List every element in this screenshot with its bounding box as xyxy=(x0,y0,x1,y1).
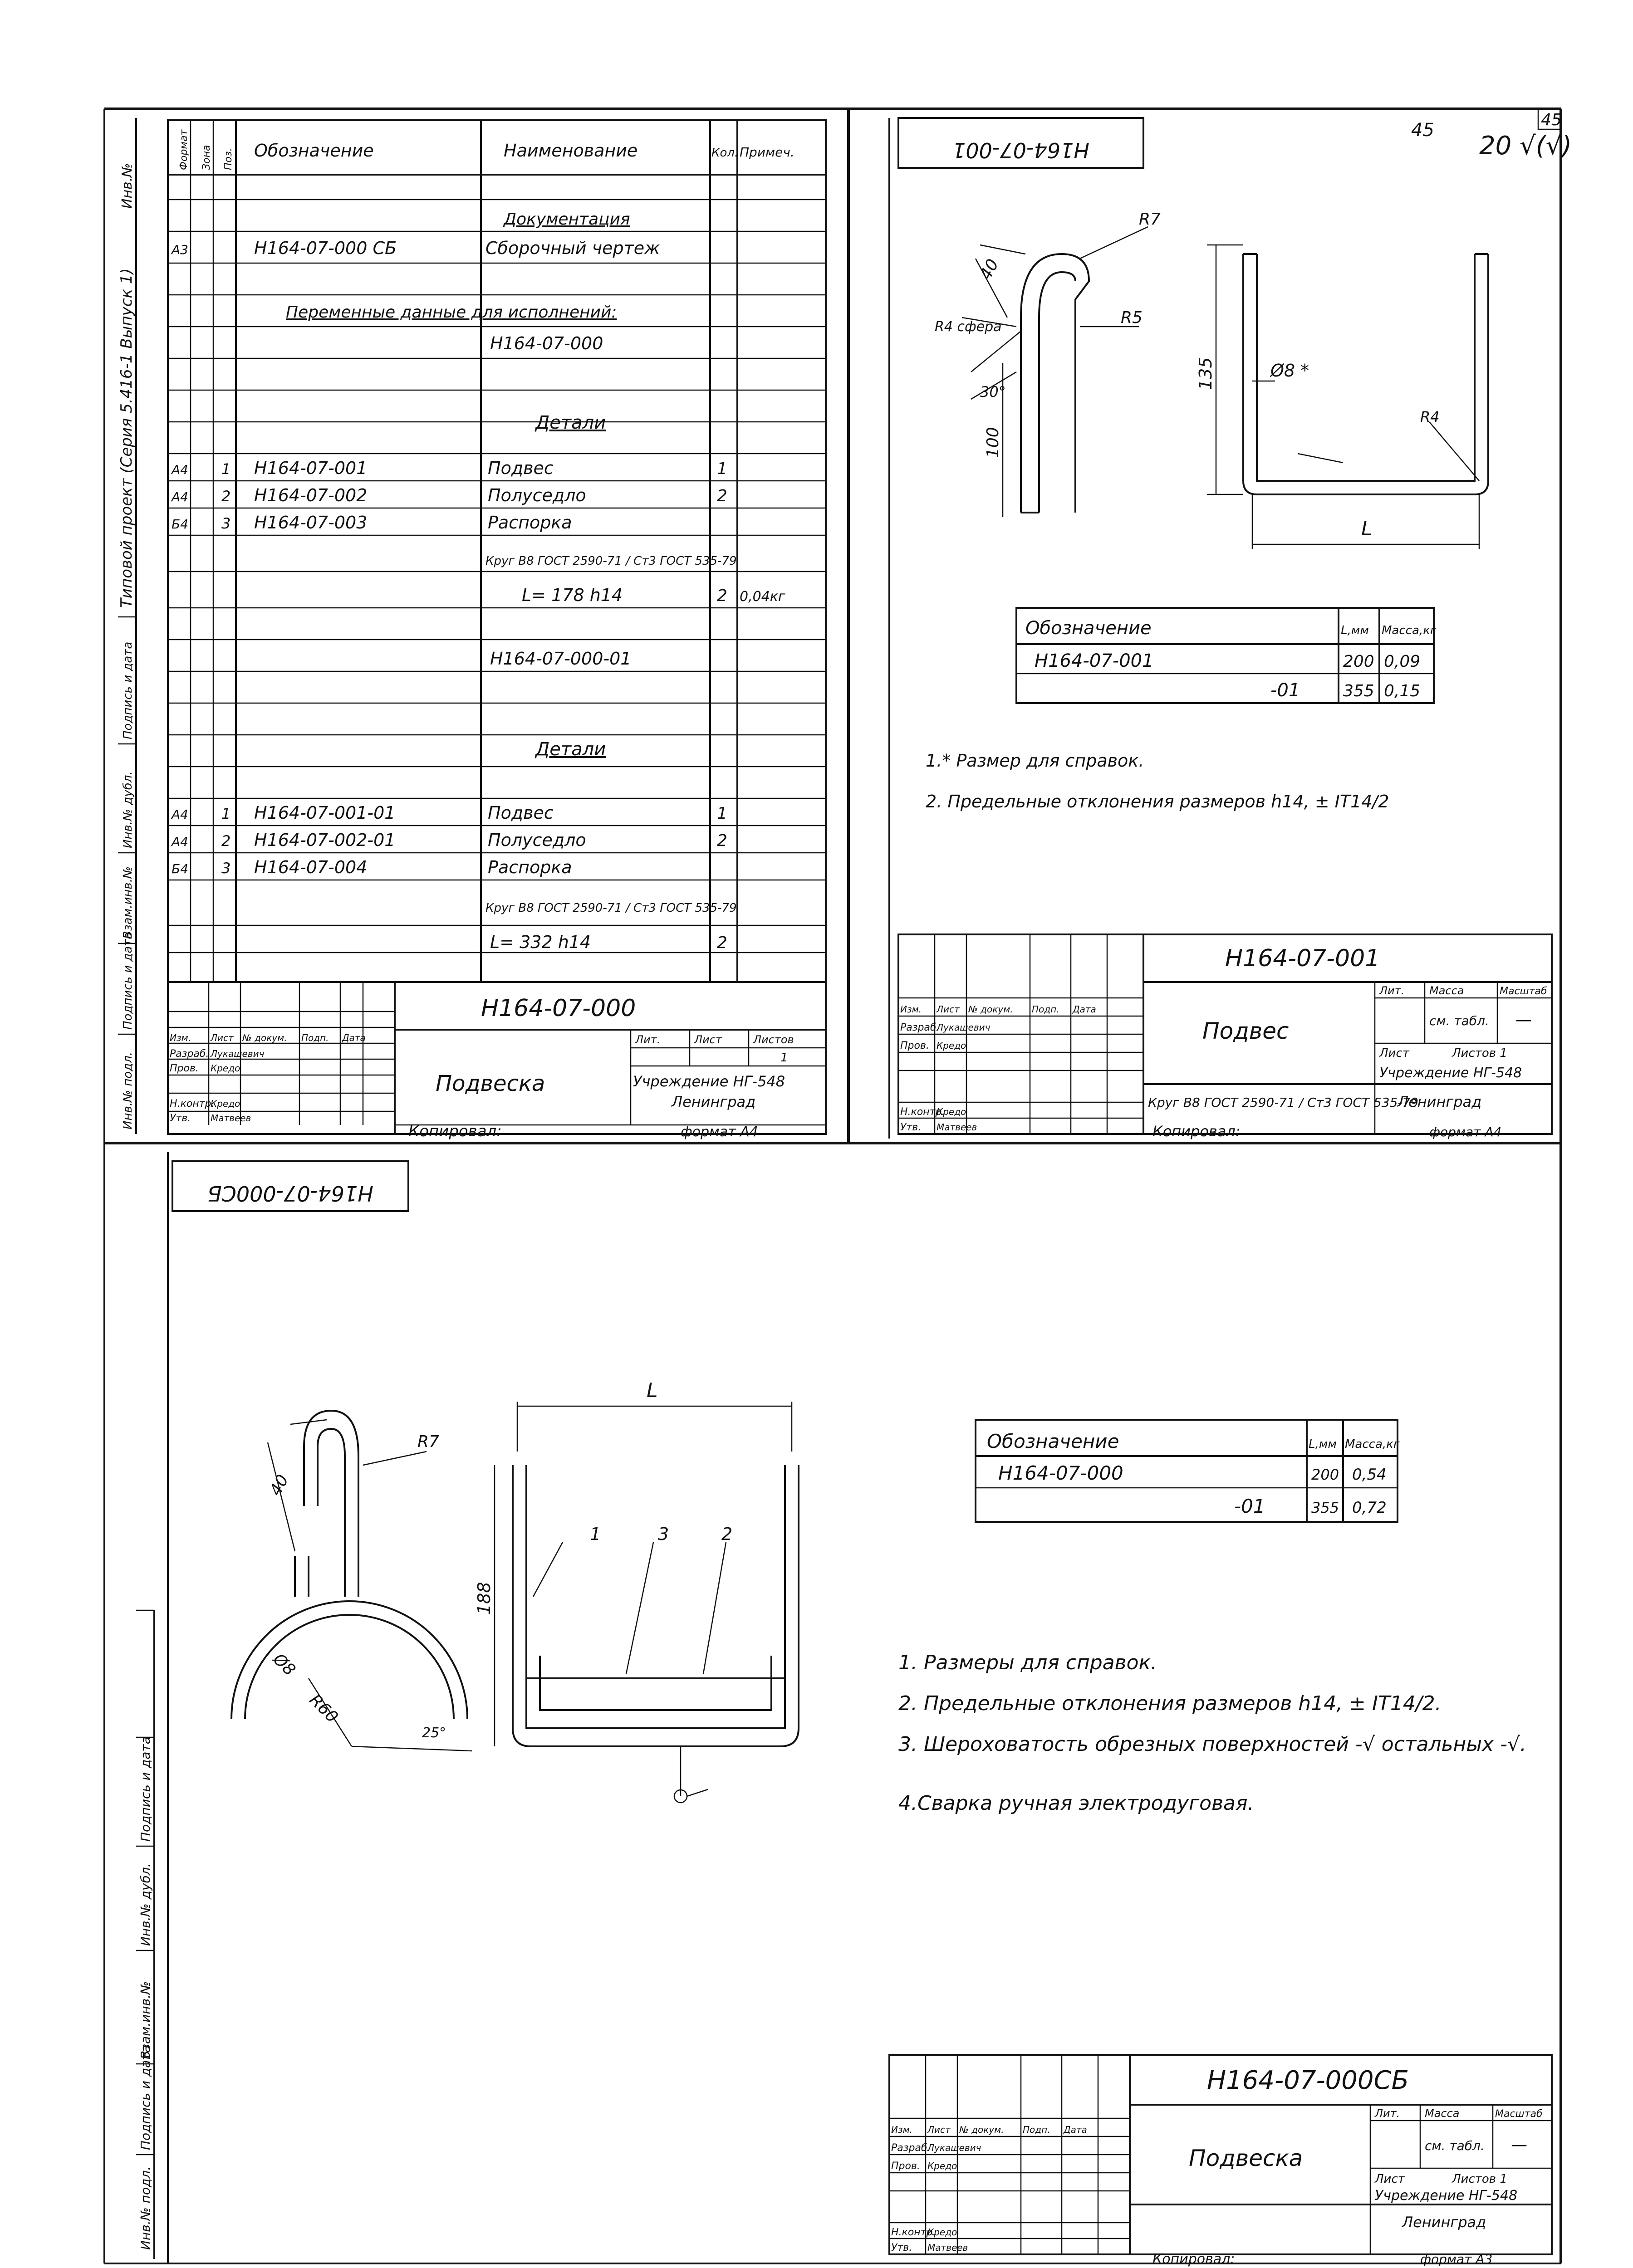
spec-col-note: Примеч. xyxy=(740,145,794,160)
spec-col-format: Формат xyxy=(178,129,190,170)
detail-tb-role: Лист xyxy=(937,1004,960,1015)
detail-sheet-mark: 45 xyxy=(1411,120,1434,141)
assembly-variant-table xyxy=(976,1420,1400,1522)
spec-tb-role: Дата xyxy=(342,1032,366,1043)
detail-dim-135: 135 xyxy=(1196,357,1216,390)
spec-row-designation: Н164-07-004 xyxy=(254,857,368,877)
assembly-tb-signer-role: Пров. xyxy=(891,2160,920,2172)
assembly-tb-signer-name: Матвеев xyxy=(927,2242,968,2253)
assembly-table-cell: -01 xyxy=(1234,1495,1265,1517)
spec-tb-copied: Копировал: xyxy=(408,1122,502,1140)
detail-note: 2. Предельные отклонения размеров h14, ± IT14/2 xyxy=(926,792,1389,811)
spec-tb-sheets-value: 1 xyxy=(780,1051,788,1065)
spec-row-name: Распорка xyxy=(488,857,572,877)
detail-dim-30: 30° xyxy=(980,383,1006,401)
assembly-tb-scale: — xyxy=(1511,2136,1527,2154)
spec-tb-role: Подп. xyxy=(301,1032,329,1043)
side-stamp-3: Взам.инв.№ xyxy=(121,866,135,939)
assembly-tb-scale-label: Масштаб xyxy=(1495,2108,1543,2120)
spec-tb-signer-role: Пров. xyxy=(170,1063,199,1074)
spec-row-fmt: А4 xyxy=(172,807,188,822)
detail-tb-mass: см. табл. xyxy=(1429,1013,1489,1028)
spec-row-designation: Н164-07-002-01 xyxy=(254,830,396,850)
spec-tb-lit: Лит. xyxy=(635,1033,661,1046)
spec-row-pos: 3 xyxy=(221,515,231,532)
assembly-sheet xyxy=(136,1161,1552,2267)
detail-tb-signer-name: Кредо xyxy=(937,1040,966,1051)
assembly-tb-mass-label: Масса xyxy=(1425,2107,1460,2120)
spec-row-designation: Н164-07-001-01 xyxy=(254,803,396,823)
assembly-side-stamp: Инв.№ дубл. xyxy=(138,1863,153,1946)
assembly-table-cell: 0,54 xyxy=(1352,1466,1387,1484)
spec-tb-signer-name: Лукашевич xyxy=(211,1048,265,1059)
assembly-pos-2: 2 xyxy=(721,1524,733,1544)
assembly-table-cell: 200 xyxy=(1311,1466,1339,1483)
assembly-dim-188: 188 xyxy=(474,1582,494,1615)
side-label-inv: Инв.№ xyxy=(119,163,135,209)
spec-row-length: L= 178 h14 xyxy=(522,585,623,605)
detail-dim-40: 40 xyxy=(976,256,1003,284)
spec-tb-code: Н164-07-000 xyxy=(481,995,636,1022)
assembly-tb-name: Подвеска xyxy=(1189,2145,1303,2171)
spec-tb-city: Ленинград xyxy=(672,1093,756,1110)
spec-col-qty: Кол. xyxy=(711,146,739,160)
spec-row-note: 0,04кг xyxy=(740,589,785,605)
detail-table-cell: 0,15 xyxy=(1384,682,1421,700)
assembly-table-cell: 355 xyxy=(1311,1499,1339,1516)
assembly-tb-signer-name: Лукашевич xyxy=(927,2142,981,2153)
spec-tb-signer-role: Н.контр. xyxy=(170,1098,215,1110)
assembly-front-view xyxy=(495,1402,799,1803)
assembly-tb-mass: см. табл. xyxy=(1425,2138,1485,2153)
assembly-table-header: Обозначение xyxy=(987,1430,1119,1452)
assembly-table-cell: 0,72 xyxy=(1352,1499,1387,1517)
spec-row-fmt: Б4 xyxy=(172,517,189,532)
assembly-dim-dia8: Ø8 xyxy=(269,1650,299,1680)
detail-tb-scale-label: Масштаб xyxy=(1500,986,1547,997)
detail-table-header: Обозначение xyxy=(1025,618,1152,639)
detail-dim-100: 100 xyxy=(984,427,1002,458)
spec-tb-signer-role: Утв. xyxy=(170,1113,191,1124)
detail-tb-role: Дата xyxy=(1073,1004,1096,1015)
side-stamp-1: Инв.№ подл. xyxy=(121,1051,135,1129)
detail-tb-role: Изм. xyxy=(900,1004,922,1015)
spec-tb-signer-name: Кредо xyxy=(211,1063,240,1074)
assembly-dim-r7: R7 xyxy=(417,1432,439,1451)
assembly-tb-city: Ленинград xyxy=(1402,2214,1486,2231)
assembly-side-stamp: Взам.инв.№ xyxy=(138,1981,153,2059)
spec-row-designation: Н164-07-002 xyxy=(254,485,368,505)
detail-tb-city: Ленинград xyxy=(1398,1093,1482,1110)
side-stamp-4: Инв.№ дубл. xyxy=(121,771,135,848)
spec-row-pos: 2 xyxy=(221,832,231,850)
assembly-side-stamp: Инв.№ подл. xyxy=(138,2166,153,2250)
assembly-tb-signer-name: Кредо xyxy=(927,2160,957,2171)
spec-row-name: Подвес xyxy=(488,458,554,478)
spec-row-designation: Н164-07-001 xyxy=(254,458,368,478)
detail-tb-signer-role: Н.контр. xyxy=(900,1106,945,1118)
assembly-tb-format: формат А3 xyxy=(1420,2252,1493,2267)
assembly-tb-sheet: Лист xyxy=(1375,2172,1405,2186)
detail-dim-r4: R4 сфера xyxy=(935,319,1002,335)
assembly-tb-copied: Копировал: xyxy=(1152,2251,1235,2267)
assembly-table-header: L,мм xyxy=(1309,1437,1337,1451)
spec-section-parts-2: Детали xyxy=(535,739,606,760)
detail-tb-signer-role: Разраб. xyxy=(900,1022,940,1033)
detail-table-cell: 355 xyxy=(1343,682,1374,700)
spec-row-designation: Н164-07-003 xyxy=(254,513,368,533)
assembly-dim-25: 25° xyxy=(422,1725,446,1741)
spec-row-pos: 1 xyxy=(221,805,231,822)
spec-row-name: Полуседло xyxy=(488,830,586,850)
spec-row-name: Подвес xyxy=(488,803,554,823)
assembly-dim-40: 40 xyxy=(266,1471,293,1499)
assembly-tb-signer-name: Кредо xyxy=(927,2227,957,2238)
spec-tb-sheets: Листов xyxy=(753,1033,794,1046)
assembly-tb-org: Учреждение НГ-548 xyxy=(1375,2188,1518,2204)
spec-row-fmt: А4 xyxy=(172,489,188,504)
assembly-title-block xyxy=(889,2055,1552,2267)
detail-roughness: 20 √(√) xyxy=(1479,131,1572,161)
assembly-tb-signer-role: Н.контр. xyxy=(891,2227,936,2238)
side-stamp-5: Подпись и дата xyxy=(121,641,135,739)
detail-note: 1.* Размер для справок. xyxy=(926,751,1144,771)
assembly-side-view xyxy=(231,1411,472,1751)
spec-tb-signer-name: Кредо xyxy=(211,1098,240,1109)
spec-row-fmt: Б4 xyxy=(172,861,189,876)
assembly-tb-code: Н164-07-000СБ xyxy=(1207,2066,1409,2095)
assembly-tb-role: Лист xyxy=(927,2124,951,2135)
assembly-note: 2. Предельные отклонения размеров h14, ± IT14/2. xyxy=(898,1692,1442,1715)
spec-col-designation: Обозначение xyxy=(254,141,374,161)
assembly-tb-role: Подп. xyxy=(1023,2124,1050,2135)
spec-row-qty: 2 xyxy=(717,487,727,505)
detail-tb-sheets: Листов 1 xyxy=(1452,1046,1507,1060)
detail-dim-r4b: R4 xyxy=(1420,408,1440,425)
detail-sheet xyxy=(898,118,1572,1140)
detail-tb-role: Подп. xyxy=(1032,1004,1059,1015)
detail-dim-r5: R5 xyxy=(1121,308,1143,327)
spec-col-pos: Поз. xyxy=(223,148,234,170)
spec-variant-01: Н164-07-000-01 xyxy=(490,649,632,669)
detail-variant-table xyxy=(1016,608,1437,703)
spec-row-qty: 1 xyxy=(717,459,727,478)
assembly-tb-role: № докум. xyxy=(959,2124,1004,2135)
spec-row-fmt: А3 xyxy=(172,242,188,257)
detail-dim-L: L xyxy=(1361,517,1373,540)
assembly-dim-r60: R60 xyxy=(305,1691,342,1727)
detail-tb-code: Н164-07-001 xyxy=(1225,945,1380,972)
assembly-pos-3: 3 xyxy=(658,1524,669,1544)
assembly-tb-role: Изм. xyxy=(891,2124,913,2135)
spec-row-name: Распорка xyxy=(488,513,572,533)
spec-row-qty: 1 xyxy=(717,804,727,823)
spec-row-pos: 1 xyxy=(221,460,231,478)
spec-sheet xyxy=(118,118,826,1140)
spec-tb-format: формат А4 xyxy=(681,1124,758,1140)
spec-title-block xyxy=(168,982,826,1140)
spec-row-name: Полуседло xyxy=(488,485,586,505)
detail-tb-org: Учреждение НГ-548 xyxy=(1379,1065,1522,1081)
detail-tb-copied: Копировал: xyxy=(1152,1123,1241,1140)
detail-tb-signer-role: Пров. xyxy=(900,1040,929,1051)
side-stamp-2: Подпись и дата xyxy=(121,932,135,1030)
assembly-tb-signer-role: Утв. xyxy=(891,2242,912,2253)
spec-tb-signer-name: Матвеев xyxy=(211,1113,251,1124)
spec-col-name: Наименование xyxy=(504,141,638,161)
spec-row-qty: 2 xyxy=(717,934,727,952)
assembly-note: 3. Шероховатость обрезных поверхностей -√ остальных -√. xyxy=(898,1733,1526,1756)
spec-row-qty: 2 xyxy=(717,831,727,850)
detail-table-cell: 200 xyxy=(1343,652,1374,671)
detail-tb-signer-name: Кредо xyxy=(937,1106,966,1117)
assembly-tb-role: Дата xyxy=(1064,2124,1087,2135)
detail-tb-sheet: Лист xyxy=(1379,1046,1409,1060)
detail-table-header: Масса,кг xyxy=(1382,624,1437,637)
assembly-side-stamp: Подпись и дата xyxy=(138,1736,153,1842)
spec-row-material: Круг В8 ГОСТ 2590-71 / Ст3 ГОСТ 535-79 xyxy=(485,554,737,568)
assembly-tb-sheets: Листов 1 xyxy=(1452,2172,1507,2186)
detail-tb-format: формат А4 xyxy=(1429,1124,1502,1139)
detail-tb-signer-name: Лукашевич xyxy=(937,1022,991,1033)
spec-tb-name: Подвеска xyxy=(436,1071,545,1096)
detail-tb-role: № докум. xyxy=(968,1004,1013,1015)
spec-variant-000: Н164-07-000 xyxy=(490,333,603,353)
detail-tb-scale: — xyxy=(1515,1011,1532,1029)
spec-tb-role: Лист xyxy=(211,1032,234,1043)
detail-table-cell: 0,09 xyxy=(1384,652,1421,671)
spec-row-designation: Н164-07-000 СБ xyxy=(254,238,397,258)
detail-table-cell: Н164-07-001 xyxy=(1035,650,1154,671)
spec-variable-data: Переменные данные для исполнений: xyxy=(286,303,617,322)
spec-tb-signer-role: Разраб. xyxy=(170,1048,209,1060)
detail-dim-r7: R7 xyxy=(1139,210,1161,229)
side-label-project: Типовой проект (Серия 5.416-1 Выпуск 1) xyxy=(118,268,136,608)
assembly-tb-signer-role: Разраб. xyxy=(891,2142,931,2154)
spec-tb-role: Изм. xyxy=(170,1032,191,1043)
detail-tb-signer-role: Утв. xyxy=(900,1122,922,1133)
detail-u-drawing xyxy=(1207,245,1488,549)
spec-tb-role: № докум. xyxy=(242,1032,287,1043)
detail-tb-mass-label: Масса xyxy=(1429,984,1464,997)
detail-tb-signer-name: Матвеев xyxy=(937,1122,977,1133)
assembly-side-stamp: Подпись и дата xyxy=(138,2045,153,2150)
spec-row-pos: 3 xyxy=(221,860,231,877)
detail-stamp-code: Н164-07-001 xyxy=(952,138,1089,162)
spec-tb-sheet: Лист xyxy=(694,1033,722,1046)
detail-title-block xyxy=(898,934,1552,1140)
detail-tb-name: Подвес xyxy=(1202,1018,1289,1044)
assembly-pos-1: 1 xyxy=(590,1524,601,1544)
spec-row-fmt: А4 xyxy=(172,834,188,849)
assembly-table-header: Масса,кг xyxy=(1345,1437,1400,1451)
spec-row-material: Круг В8 ГОСТ 2590-71 / Ст3 ГОСТ 535-79 xyxy=(485,901,737,915)
spec-tb-org: Учреждение НГ-548 xyxy=(633,1073,785,1090)
spec-col-zone: Зона xyxy=(201,145,212,170)
assembly-table-cell: Н164-07-000 xyxy=(998,1462,1123,1484)
spec-row-length: L= 332 h14 xyxy=(490,932,591,952)
assembly-dim-L: L xyxy=(647,1379,658,1402)
detail-tb-lit: Лит. xyxy=(1379,984,1405,997)
detail-tb-material: Круг В8 ГОСТ 2590-71 / Ст3 ГОСТ 535-79 xyxy=(1148,1095,1419,1110)
assembly-tb-lit: Лит. xyxy=(1375,2107,1400,2120)
spec-row-name: Сборочный чертеж xyxy=(485,238,660,258)
spec-row-fmt: А4 xyxy=(172,462,188,477)
spec-row-qty: 2 xyxy=(717,587,727,605)
spec-row-pos: 2 xyxy=(221,488,231,505)
assembly-note: 1. Размеры для справок. xyxy=(898,1651,1157,1674)
assembly-note: 4.Сварка ручная электродуговая. xyxy=(898,1792,1254,1815)
spec-section-docs: Документация xyxy=(504,210,630,229)
detail-table-header: L,мм xyxy=(1341,624,1369,637)
assembly-stamp-code: Н164-07-000СБ xyxy=(207,1181,373,1206)
detail-dim-dia8: Ø8 * xyxy=(1270,361,1309,381)
detail-table-cell: -01 xyxy=(1270,680,1300,701)
sheet-number: 45 xyxy=(1541,111,1562,129)
spec-section-parts-1: Детали xyxy=(535,412,606,433)
